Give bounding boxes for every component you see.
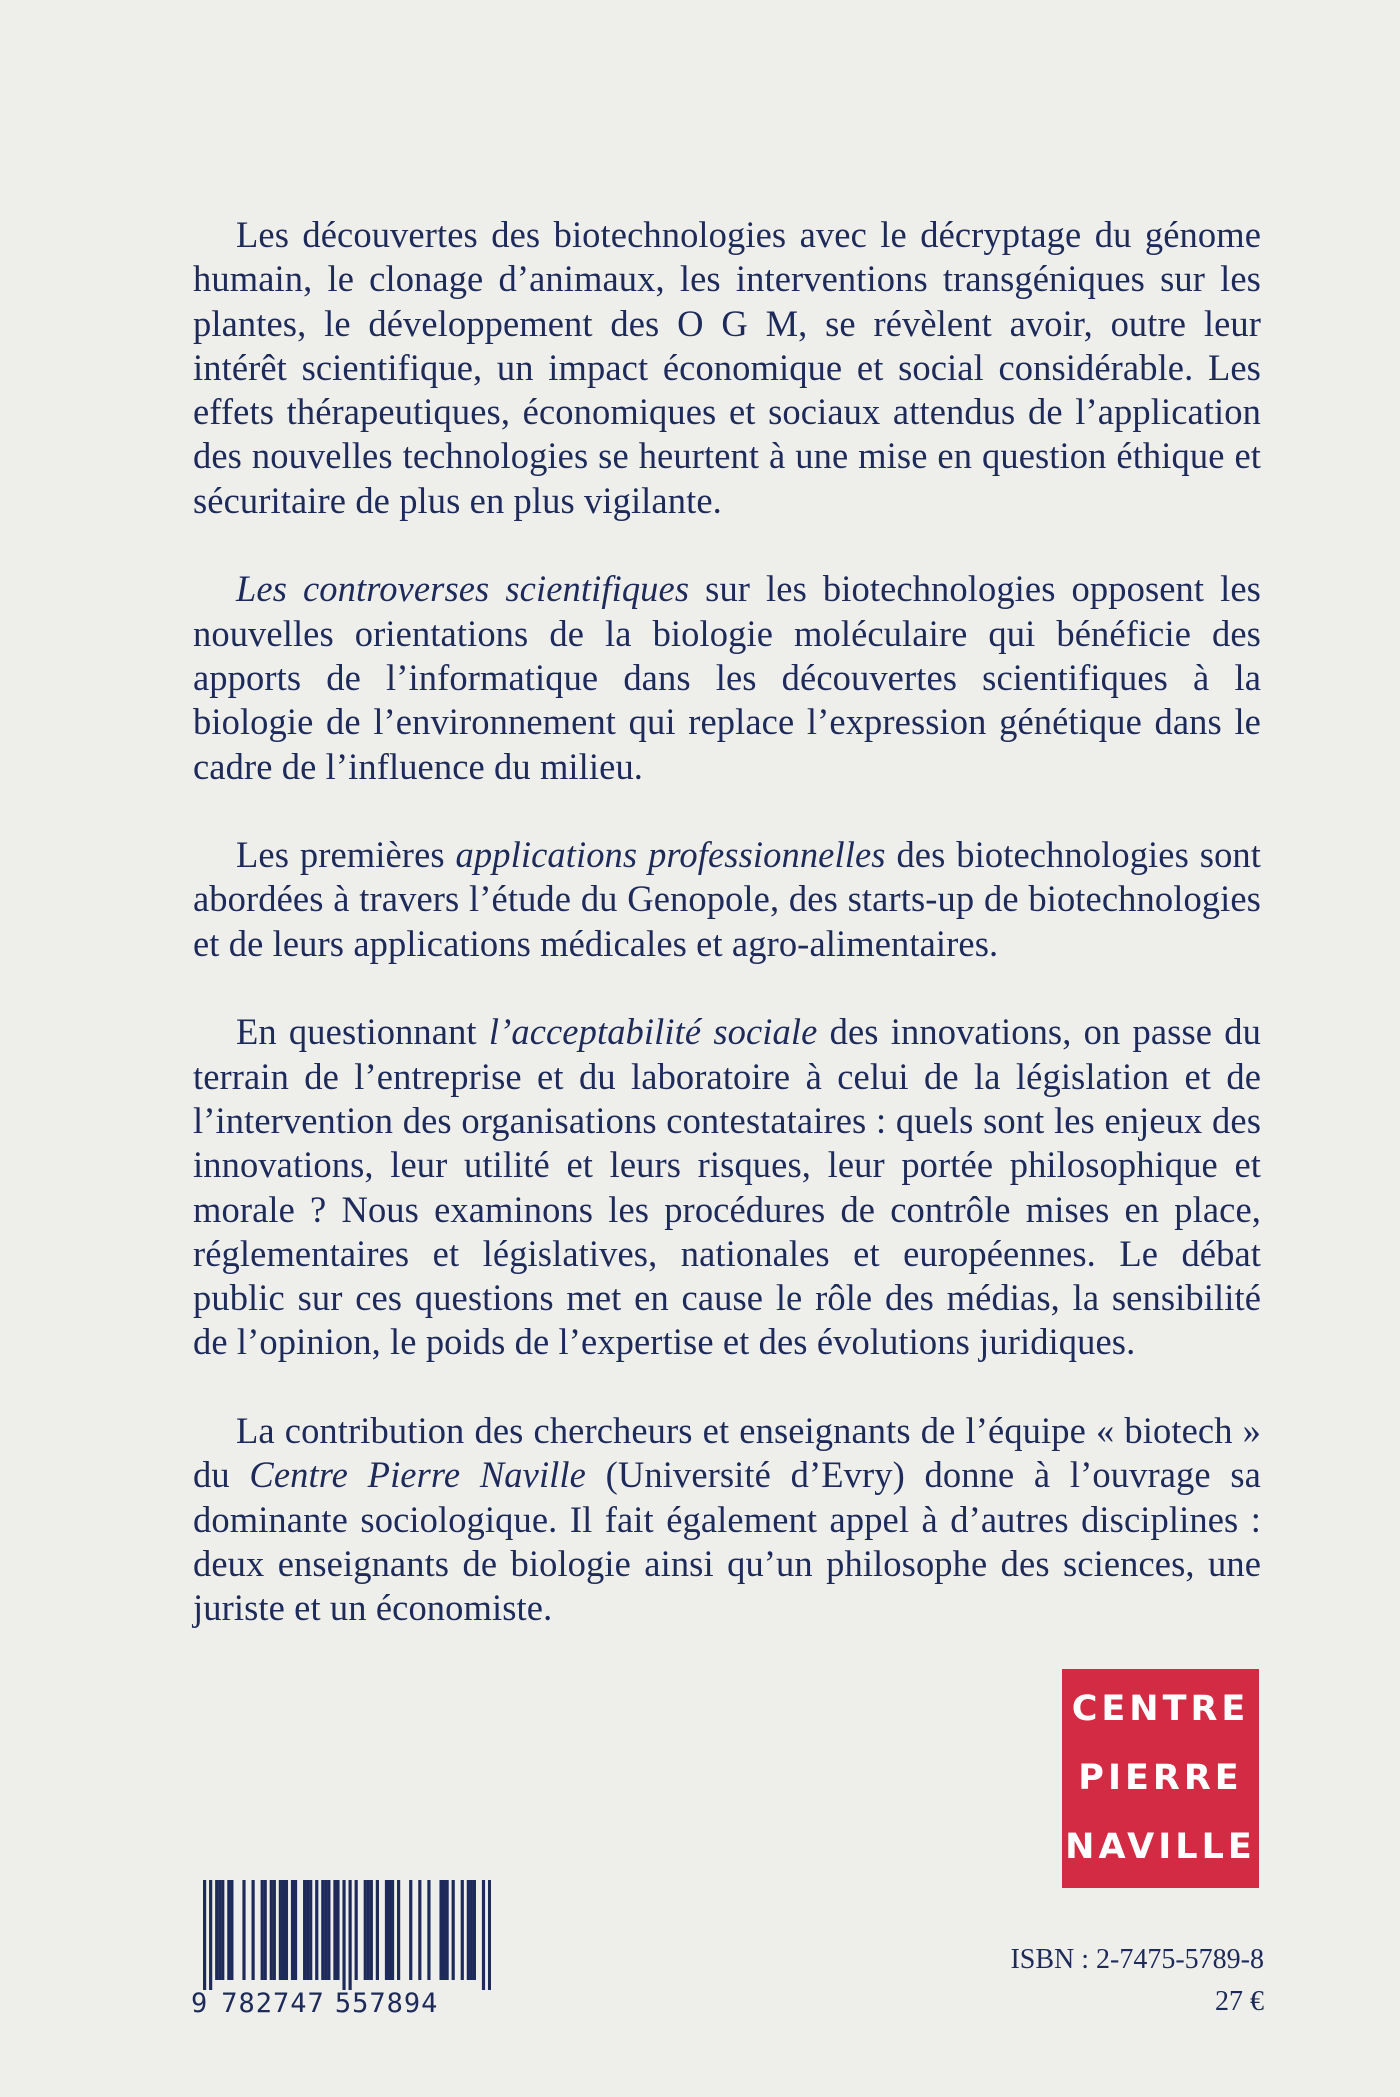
barcode-bar	[397, 1880, 400, 1980]
barcode-bar	[446, 1880, 449, 1980]
barcode-bar	[315, 1880, 318, 1980]
barcode-bar	[470, 1880, 473, 1980]
barcode-bar	[427, 1880, 430, 1980]
centre-pierre-naville-logo	[1062, 1669, 1259, 1888]
barcode-bar	[327, 1880, 330, 1980]
barcode-bar	[324, 1880, 327, 1980]
logo-line-2: PIERRE	[1078, 1758, 1243, 1798]
barcode-bar	[461, 1880, 464, 1980]
barcode-bar	[333, 1880, 336, 1980]
barcode-bar	[270, 1880, 273, 1980]
barcode-bar	[439, 1880, 442, 1980]
emphasis-centre-name: Centre Pierre Naville	[249, 1454, 586, 1496]
logo-line-1: CENTRE	[1071, 1689, 1250, 1729]
barcode-graphic	[203, 1880, 491, 1990]
barcode-group-2: 557894	[334, 1988, 439, 2019]
barcode-bar	[370, 1880, 373, 1980]
barcode-bar	[321, 1880, 324, 1980]
barcode-bar	[230, 1880, 233, 1980]
emphasis-acceptability: l’acceptabilité sociale	[488, 1011, 818, 1053]
barcode-bar	[285, 1880, 288, 1980]
paragraph-acceptability: En questionnant l’acceptabilité sociale des innovations, on passe du terrain de l’entreprise et du laboratoire à celui de la législation et de l’intervention des organisations contestataires : quels sont les enjeux des innovations, leur utilité et leurs risques, leur portée philosophique et morale ? Nous examinons les procédures de contrôle mises en place, réglementaires et législatives, nationales et européennes. Le débat public sur ces questions met en cause le rôle des médias, la sensibilité de l’opinion, le poids de l’expertise et des évolutions juridiques.	[193, 1011, 1261, 1363]
barcode-bar	[209, 1880, 212, 1990]
barcode-bar	[264, 1880, 267, 1980]
barcode-bar	[388, 1880, 391, 1980]
barcode-bar	[376, 1880, 379, 1980]
barcode-bar	[452, 1880, 455, 1980]
price-label: 27 €	[1215, 1986, 1264, 2017]
paragraph-controversies: Les controverses scientifiques sur les biotechnologies opposent les nouvelles orientations de la biologie moléculaire qui bénéficie des apports de l’informatique dans les découvertes scientifiques à la biologie de l’environnement qui replace l’expression génétique dans le cadre de l’influence du milieu.	[193, 568, 1261, 787]
barcode-bar	[409, 1880, 412, 1980]
barcode-bar	[342, 1880, 345, 1990]
paragraph-applications: Les premières applications professionnelles des biotechnologies sont abordées à travers l’étude du Genopole, des starts-up de biotechnologies et de leurs applications médicales et agro-alimentaires.	[193, 834, 1262, 964]
barcode-bar	[467, 1880, 470, 1980]
barcode-bar	[309, 1880, 312, 1980]
barcode-bar	[242, 1880, 245, 1980]
barcode-bar	[203, 1880, 206, 1990]
barcode-bar	[273, 1880, 276, 1980]
barcode-bar	[282, 1880, 285, 1980]
barcode-bar	[221, 1880, 224, 1980]
barcode-bar	[336, 1880, 339, 1980]
barcode-bar	[473, 1880, 476, 1980]
barcode-bars	[203, 1880, 491, 1990]
paragraph-contribution: La contribution des chercheurs et enseignants de l’équipe « biotech » du Centre Pierre Naville (Université d’Evry) donne à l’ouvrage sa dominante sociologique. Il fait également appel à d’autres disciplines : deux enseignants de biologie ainsi qu’un philosophe des sciences, une juriste et un économiste.	[193, 1410, 1261, 1629]
barcode-bar	[349, 1880, 352, 1990]
barcode-bar	[367, 1880, 370, 1980]
barcode-bar	[488, 1880, 491, 1990]
barcode-bar	[215, 1880, 218, 1980]
paragraph-intro: Les découvertes des biotechnologies avec le décryptage du génome humain, le clonage d’animaux, les interventions transgéniques sur les plantes, le développement des O G M, se révèlent avoir, outre leur intérêt scientifique, un impact économique et social considérable. Les effets thérapeutiques, économiques et sociaux attendus de l’application des nouvelles technologies se heurtent à une mise en question éthique et sécuritaire de plus en plus vigilante.	[193, 214, 1261, 521]
barcode-bar	[218, 1880, 221, 1980]
emphasis-controversies: Les controverses scientifiques	[236, 568, 690, 610]
barcode-bar	[291, 1880, 294, 1980]
barcode-bar	[261, 1880, 264, 1980]
barcode-bar	[294, 1880, 297, 1980]
barcode-bar	[442, 1880, 445, 1980]
barcode-group-1: 782747	[221, 1988, 325, 2019]
barcode-bar	[306, 1880, 309, 1980]
logo-line-3: NAVILLE	[1065, 1827, 1256, 1867]
barcode-bar	[279, 1880, 282, 1980]
barcode-bar	[385, 1880, 388, 1980]
barcode-lead-digit: 9	[191, 1988, 208, 2019]
barcode-bar	[418, 1880, 421, 1980]
barcode-bar	[355, 1880, 358, 1980]
barcode-digits	[191, 1988, 501, 2019]
barcode-bar	[252, 1880, 255, 1980]
barcode-bar	[482, 1880, 485, 1990]
emphasis-applications: applications professionnelles	[455, 834, 886, 876]
barcode-bar	[391, 1880, 394, 1980]
barcode-bar	[364, 1880, 367, 1980]
barcode-bar	[303, 1880, 306, 1980]
isbn-number: ISBN : 2-7475-5789-8	[1010, 1944, 1264, 1975]
barcode-bar	[227, 1880, 230, 1980]
back-cover-text	[193, 213, 1261, 1631]
